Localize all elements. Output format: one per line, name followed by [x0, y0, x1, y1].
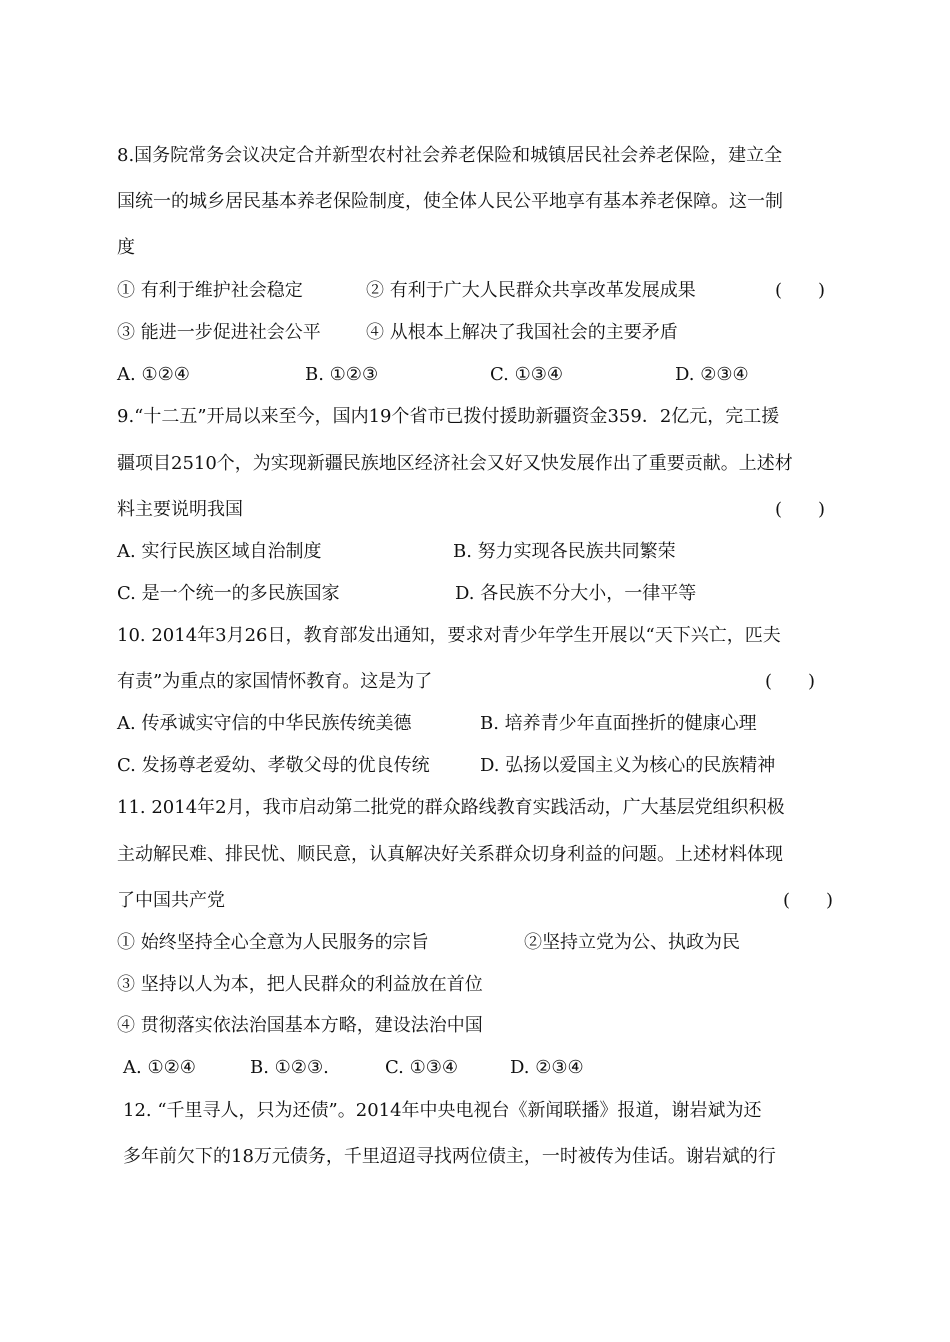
- q9-option-d: D. 各民族不分大小，一律平等: [455, 583, 697, 604]
- q8-option-a: A. ①②④: [117, 364, 190, 385]
- q11-option-c: C. ①③④: [385, 1057, 458, 1078]
- q8-statement-4: ④ 从根本上解决了我国社会的主要矛盾: [366, 322, 678, 343]
- q11-line-2: 主动解民难、排民忧、顺民意，认真解决好关系群众切身利益的问题。上述材料体现: [117, 844, 783, 865]
- q11-line-3: 了中国共产党: [117, 890, 225, 911]
- q10-option-d: D. 弘扬以爱国主义为核心的民族精神: [480, 755, 776, 776]
- q9-line-2: 疆项目2510个，为实现新疆民族地区经济社会又好又快发展作出了重要贡献。上述材: [117, 453, 793, 474]
- q8-line-1: 8.国务院常务会议决定合并新型农村社会养老保险和城镇居民社会养老保险，建立全: [117, 145, 783, 166]
- q9-option-c: C. 是一个统一的多民族国家: [117, 583, 340, 604]
- q11-statement-4: ④ 贯彻落实依法治国基本方略，建设法治中国: [117, 1015, 483, 1036]
- q9-line-3: 料主要说明我国: [117, 499, 243, 520]
- q12-line-2: 多年前欠下的18万元债务，千里迢迢寻找两位债主，一时被传为佳话。谢岩斌的行: [123, 1146, 776, 1167]
- q8-statement-3: ③ 能进一步促进社会公平: [117, 322, 321, 343]
- q8-statement-2: ② 有利于广大人民群众共享改革发展成果: [366, 280, 696, 301]
- q9-option-b: B. 努力实现各民族共同繁荣: [453, 541, 676, 562]
- q9-option-a: A. 实行民族区域自治制度: [117, 541, 322, 562]
- q11-line-1: 11. 2014年2月，我市启动第二批党的群众路线教育实践活动，广大基层党组织积极: [117, 797, 785, 818]
- q8-answer-blank: ( ): [775, 280, 826, 301]
- q11-option-b: B. ①②③.: [250, 1057, 329, 1078]
- q11-answer-blank: ( ): [783, 890, 834, 911]
- q8-line-3: 度: [117, 237, 135, 258]
- q8-option-d: D. ②③④: [675, 364, 749, 385]
- q11-option-d: D. ②③④: [510, 1057, 584, 1078]
- q11-option-a: A. ①②④: [123, 1057, 196, 1078]
- q10-option-c: C. 发扬尊老爱幼、孝敬父母的优良传统: [117, 755, 430, 776]
- q12-line-1: 12. “千里寻人，只为还债”。2014年中央电视台《新闻联播》报道，谢岩斌为还: [123, 1100, 762, 1121]
- q9-answer-blank: ( ): [775, 499, 826, 520]
- q8-option-b: B. ①②③: [305, 364, 379, 385]
- q10-line-2: 有责”为重点的家国情怀教育。这是为了: [117, 671, 433, 692]
- q8-option-c: C. ①③④: [490, 364, 563, 385]
- q8-line-2: 国统一的城乡居民基本养老保险制度，使全体人民公平地享有基本养老保障。这一制: [117, 191, 783, 212]
- q11-statement-2: ②坚持立党为公、执政为民: [524, 932, 740, 953]
- q8-statement-1: ① 有利于维护社会稳定: [117, 280, 303, 301]
- q10-line-1: 10. 2014年3月26日，教育部发出通知，要求对青少年学生开展以“天下兴亡，匹夫: [117, 625, 781, 646]
- q10-option-b: B. 培养青少年直面挫折的健康心理: [480, 713, 757, 734]
- q10-option-a: A. 传承诚实守信的中华民族传统美德: [117, 713, 412, 734]
- q10-answer-blank: ( ): [765, 671, 816, 692]
- q11-statement-3: ③ 坚持以人为本，把人民群众的利益放在首位: [117, 974, 483, 995]
- q9-line-1: 9.“十二五”开局以来至今，国内19个省市已拨付援助新疆资金359．2亿元，完工援: [117, 406, 780, 427]
- q11-statement-1: ① 始终坚持全心全意为人民服务的宗旨: [117, 932, 429, 953]
